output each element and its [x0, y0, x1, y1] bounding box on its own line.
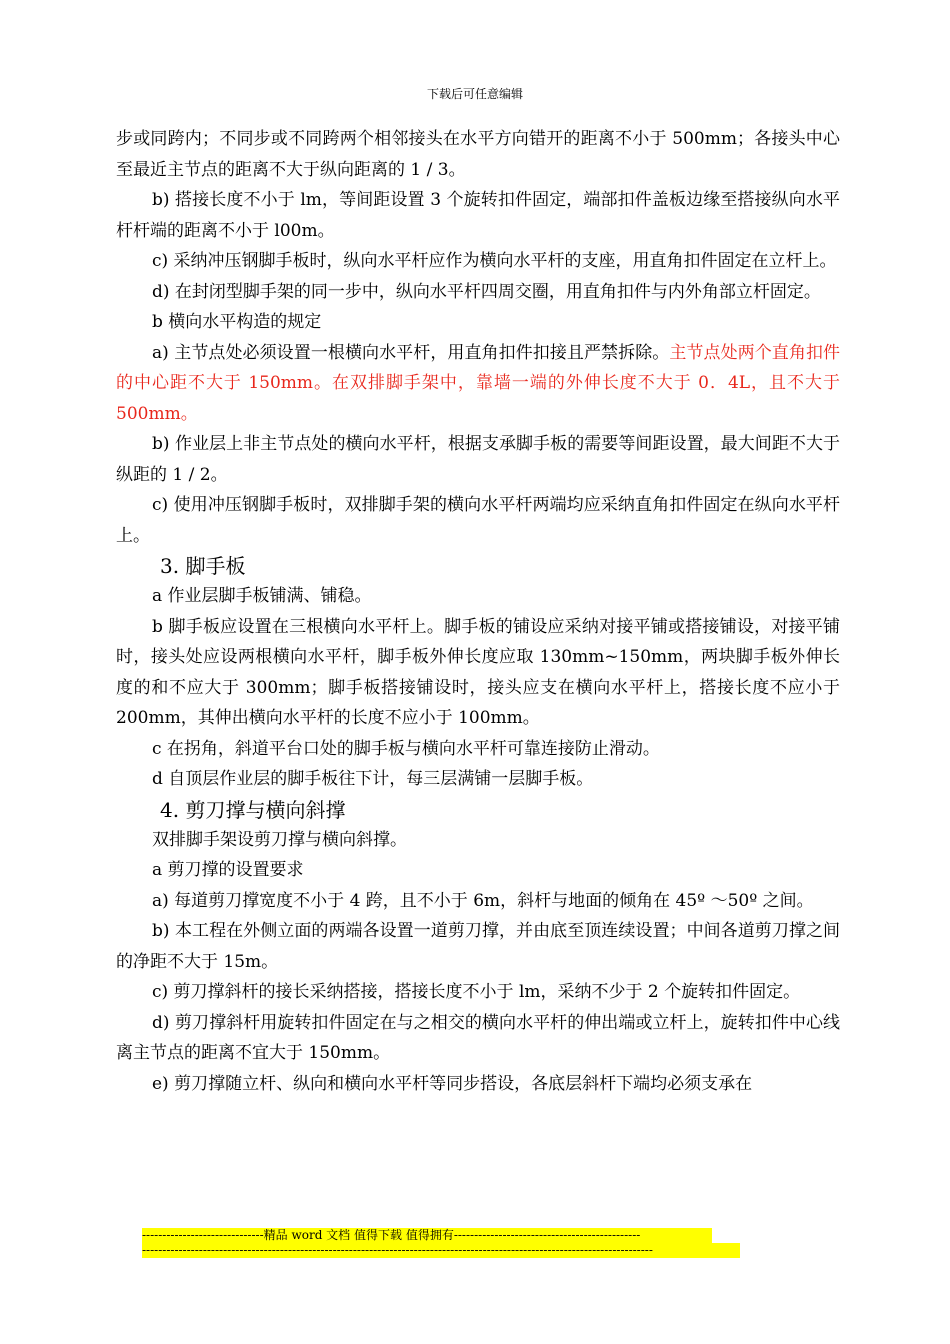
- paragraph: a 剪刀撑的设置要求: [152, 860, 304, 880]
- page-footer: [142, 1228, 740, 1258]
- paragraph: e) 剪刀撑随立杆、纵向和横向水平杆等同步搭设，各底层斜杆下端均必须支承在: [152, 1073, 753, 1094]
- paragraph: b 横向水平构造的规定: [152, 312, 322, 332]
- paragraph: b 脚手板应设置在三根横向水平杆上。脚手板的铺设应采纳对接平铺或搭接铺设，对接平铺时，接头处应设两根横向水平杆，脚手板外伸长度应取 130mm~150mm，两块脚手板外伸长度的和不应大于 300mm；脚手板搭接铺设时，接头应支在横向水平杆上，搭接长度不应小于 200mm，其伸出横向水平杆的长度不应小于 100mm。: [116, 616, 840, 728]
- page-header: 下载后可任意编辑: [426, 87, 523, 101]
- paragraph: b) 搭接长度不小于 lm，等间距设置 3 个旋转扣件固定，端部扣件盖板边缘至搭接纵向水平杆杆端的距离不小于 l00m。: [116, 190, 840, 241]
- paragraph: b) 作业层上非主节点处的横向水平杆，根据支承脚手板的需要等间距设置，最大间距不大于纵距的 1 / 2。: [116, 434, 840, 485]
- paragraph: a 作业层脚手板铺满、铺稳。: [152, 586, 372, 606]
- section-heading: 4. 剪刀撑与横向斜撑: [160, 797, 346, 822]
- paragraph: d) 剪刀撑斜杆用旋转扣件固定在与之相交的横向水平杆的伸出端或立杆上，旋转扣件中心线离主节点的距离不宜大于 150mm。: [116, 1012, 840, 1063]
- paragraph: c) 剪刀撑斜杆的接长采纳搭接，搭接长度不小于 lm，采纳不少于 2 个旋转扣件固定。: [152, 982, 801, 1002]
- paragraph: b) 本工程在外侧立面的两端各设置一道剪刀撑，并由底至顶连续设置；中间各道剪刀撑之间的净距不大于 15m。: [116, 921, 840, 972]
- paragraph-with-red-text: [116, 338, 840, 430]
- red-highlighted-text: 主节点处两个直角扣件的中心距不大于 150mm。在双排脚手架中，靠墙一端的外伸长度不大于 0．4L，且不大于 500mm。: [116, 342, 841, 424]
- paragraph: 双排脚手架设剪刀撑与横向斜撑。: [152, 829, 407, 850]
- paragraph: c) 使用冲压钢脚手板时，双排脚手架的横向水平杆两端均应采纳直角扣件固定在纵向水平杆上。: [116, 495, 840, 546]
- paragraph: c 在拐角，斜道平台口处的脚手板与横向水平杆可靠连接防止滑动。: [152, 738, 660, 759]
- paragraph-text: a) 主节点处必须设置一根横向水平杆，用直角扣件扣接且严禁拆除。: [152, 342, 670, 363]
- paragraph: c) 采纳冲压钢脚手板时，纵向水平杆应作为横向水平杆的支座，用直角扣件固定在立杆上。: [152, 251, 837, 271]
- document-body: [116, 124, 840, 1099]
- footer-rule: ------------------------------------------------------------------------------------------------------------------------------: [142, 1243, 740, 1258]
- paragraph: a) 每道剪刀撑宽度不小于 4 跨，且不小于 6m，斜杆与地面的倾角在 45º ～50º 之间。: [152, 890, 814, 911]
- section-heading: 3. 脚手板: [160, 554, 246, 578]
- paragraph: d 自顶层作业层的脚手板往下计，每三层满铺一层脚手板。: [152, 769, 594, 789]
- paragraph: 步或同跨内；不同步或不同跨两个相邻接头在水平方向错开的距离不小于 500mm；各接头中心至最近主节点的距离不大于纵向距离的 1 / 3。: [116, 129, 840, 180]
- paragraph: d) 在封闭型脚手架的同一步中，纵向水平杆四周交圈，用直角扣件与内外角部立杆固定。: [152, 281, 821, 302]
- footer-banner: ------------------------------精品 word 文档 值得下载 值得拥有----------------------------------------------: [142, 1228, 712, 1243]
